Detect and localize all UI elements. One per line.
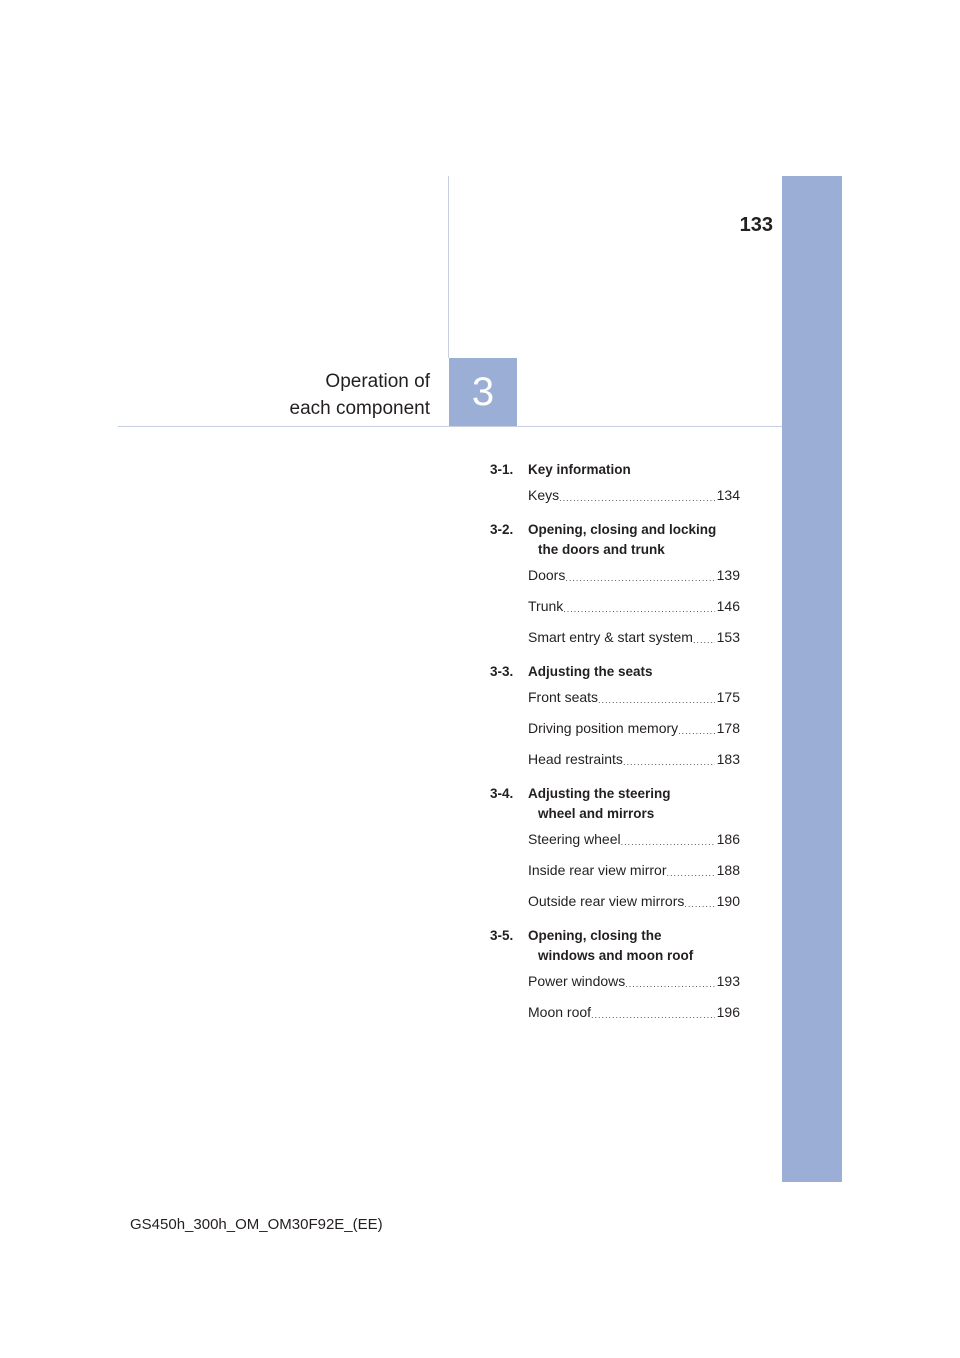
toc-section-title bbox=[528, 662, 740, 682]
toc-entry-page: 186 bbox=[716, 831, 740, 847]
toc-section-number: 3-3. bbox=[490, 664, 514, 679]
toc-section-title-line-1: Opening, closing the bbox=[528, 928, 662, 943]
toc-section-title-line-2: windows and moon roof bbox=[538, 948, 694, 963]
toc-entry-page: 193 bbox=[716, 973, 740, 989]
toc-section-number: 3-4. bbox=[490, 786, 514, 801]
toc-section bbox=[490, 662, 740, 682]
toc-entry-title: Head restraints bbox=[528, 751, 623, 767]
toc-entry-title: Keys bbox=[528, 487, 560, 503]
toc-entry-page: 196 bbox=[716, 1004, 740, 1020]
toc-entry-page: 178 bbox=[716, 720, 740, 736]
toc-section-title-line-2: the doors and trunk bbox=[538, 542, 665, 557]
toc-section-title-line-1: Adjusting the seats bbox=[528, 664, 653, 679]
toc-section bbox=[490, 784, 740, 824]
toc-entry[interactable] bbox=[528, 718, 740, 744]
toc-entry-title: Outside rear view mirrors bbox=[528, 893, 685, 909]
chapter-title-line-2: each component bbox=[289, 398, 430, 419]
chapter-title bbox=[200, 368, 430, 422]
toc-section-number: 3-5. bbox=[490, 928, 514, 943]
chapter-side-tab bbox=[782, 176, 842, 1182]
toc-entry-page: 183 bbox=[716, 751, 740, 767]
toc-section bbox=[490, 926, 740, 966]
toc-entry-page: 190 bbox=[716, 893, 740, 909]
toc-entry[interactable] bbox=[528, 829, 740, 855]
toc-entry[interactable] bbox=[528, 687, 740, 713]
toc-entry[interactable] bbox=[528, 860, 740, 886]
toc-leader-dots bbox=[621, 829, 715, 855]
toc-section bbox=[490, 520, 740, 560]
toc-leader-dots bbox=[559, 485, 715, 511]
toc-section-title bbox=[528, 460, 740, 480]
toc-entry-title: Inside rear view mirror bbox=[528, 862, 667, 878]
toc-entry[interactable] bbox=[528, 1002, 740, 1028]
toc-section-title bbox=[528, 520, 740, 560]
table-of-contents bbox=[490, 460, 740, 1028]
toc-leader-dots bbox=[598, 687, 715, 713]
toc-entry[interactable] bbox=[528, 627, 740, 653]
toc-entry[interactable] bbox=[528, 565, 740, 591]
toc-section-title-line-1: Key information bbox=[528, 462, 631, 477]
toc-section-number: 3-1. bbox=[490, 462, 514, 477]
vertical-divider bbox=[448, 176, 449, 358]
toc-section-title-line-2: wheel and mirrors bbox=[538, 806, 655, 821]
page-number: 133 bbox=[739, 214, 773, 236]
toc-section-title bbox=[528, 784, 740, 824]
toc-entry-page: 188 bbox=[716, 862, 740, 878]
toc-entry[interactable] bbox=[528, 891, 740, 917]
chapter-title-line-1: Operation of bbox=[325, 371, 430, 392]
toc-section-title-line-1: Adjusting the steering bbox=[528, 786, 671, 801]
toc-entry-page: 139 bbox=[716, 567, 740, 583]
toc-section-number: 3-2. bbox=[490, 522, 514, 537]
toc-entry[interactable] bbox=[528, 485, 740, 511]
toc-leader-dots bbox=[684, 891, 714, 917]
toc-entry[interactable] bbox=[528, 596, 740, 622]
toc-leader-dots bbox=[563, 596, 714, 622]
horizontal-divider bbox=[118, 426, 782, 427]
toc-entry-title: Steering wheel bbox=[528, 831, 621, 847]
toc-section-title bbox=[528, 926, 740, 966]
document-code-footer: GS450h_300h_OM_OM30F92E_(EE) bbox=[130, 1216, 383, 1233]
toc-section bbox=[490, 460, 740, 480]
toc-entry-title: Driving position memory bbox=[528, 720, 679, 736]
toc-entry-page: 175 bbox=[716, 689, 740, 705]
toc-leader-dots bbox=[625, 971, 714, 997]
toc-section-title-line-1: Opening, closing and locking bbox=[528, 522, 717, 537]
toc-entry-title: Trunk bbox=[528, 598, 564, 614]
chapter-number-badge: 3 bbox=[449, 358, 517, 426]
toc-leader-dots bbox=[623, 749, 715, 775]
toc-entry[interactable] bbox=[528, 971, 740, 997]
toc-entry-title: Power windows bbox=[528, 973, 626, 989]
toc-leader-dots bbox=[591, 1002, 715, 1028]
toc-leader-dots bbox=[666, 860, 714, 886]
toc-entry-page: 146 bbox=[716, 598, 740, 614]
toc-entry-title: Doors bbox=[528, 567, 566, 583]
toc-leader-dots bbox=[678, 718, 714, 744]
toc-leader-dots bbox=[565, 565, 714, 591]
toc-leader-dots bbox=[693, 627, 715, 653]
toc-entry-title: Smart entry & start system bbox=[528, 629, 693, 645]
toc-entry[interactable] bbox=[528, 749, 740, 775]
toc-entry-title: Front seats bbox=[528, 689, 599, 705]
toc-entry-title: Moon roof bbox=[528, 1004, 592, 1020]
toc-entry-page: 134 bbox=[716, 487, 740, 503]
toc-entry-page: 153 bbox=[716, 629, 740, 645]
